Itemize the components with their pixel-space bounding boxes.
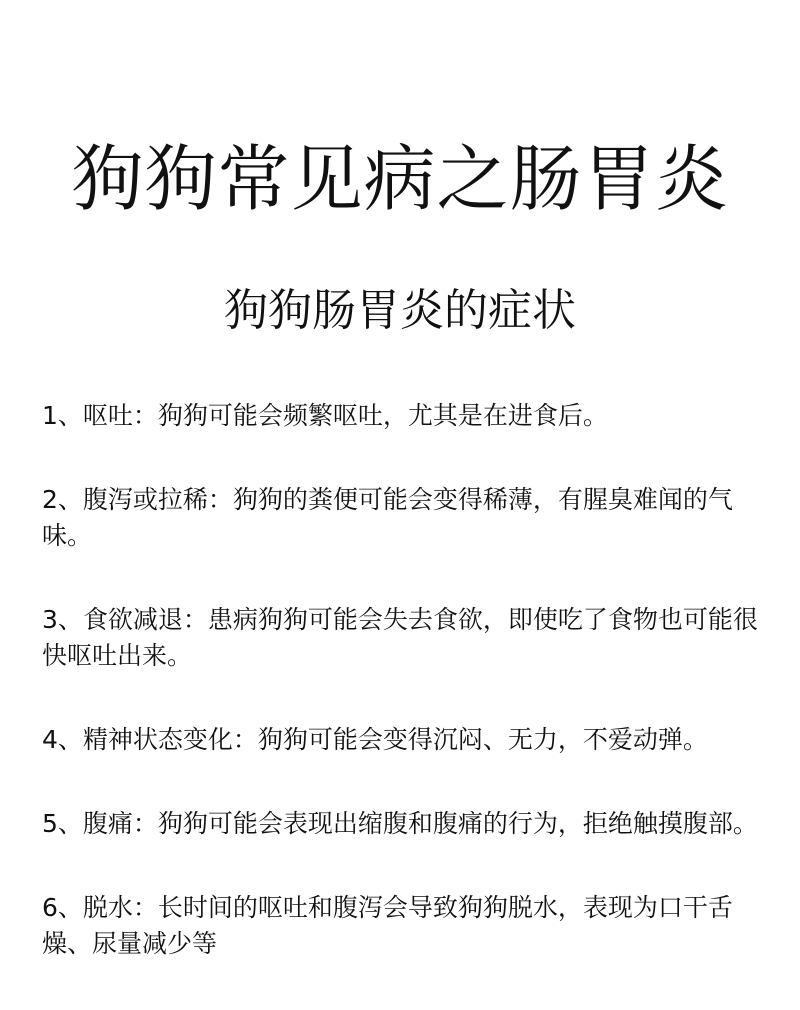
symptom-list: [42, 398, 764, 1010]
symptom-item-appetite: 3、食欲减退：患病狗狗可能会失去食欲，即使吃了食物也可能很快呕吐出来。: [42, 605, 758, 670]
symptom-item-diarrhea: 2、腹泻或拉稀：狗狗的粪便可能会变得稀薄，有腥臭难闻的气味。: [42, 485, 733, 550]
symptom-item-vomiting: 1、呕吐：狗狗可能会频繁呕吐，尤其是在进食后。: [42, 401, 608, 430]
section-heading: 狗狗肠胃炎的症状: [224, 284, 576, 336]
symptom-item-mental-state: 4、精神状态变化：狗狗可能会变得沉闷、无力，不爱动弹。: [42, 725, 708, 754]
symptom-item-dehydration: 6、脱水：长时间的呕吐和腹泻会导致狗狗脱水，表现为口干舌燥、尿量减少等: [42, 893, 733, 958]
page-title: 狗狗常见病之肠胃炎: [71, 137, 729, 222]
symptom-item-abdominal-pain: 5、腹痛：狗狗可能会表现出缩腹和腹痛的行为，拒绝触摸腹部。: [42, 809, 758, 838]
